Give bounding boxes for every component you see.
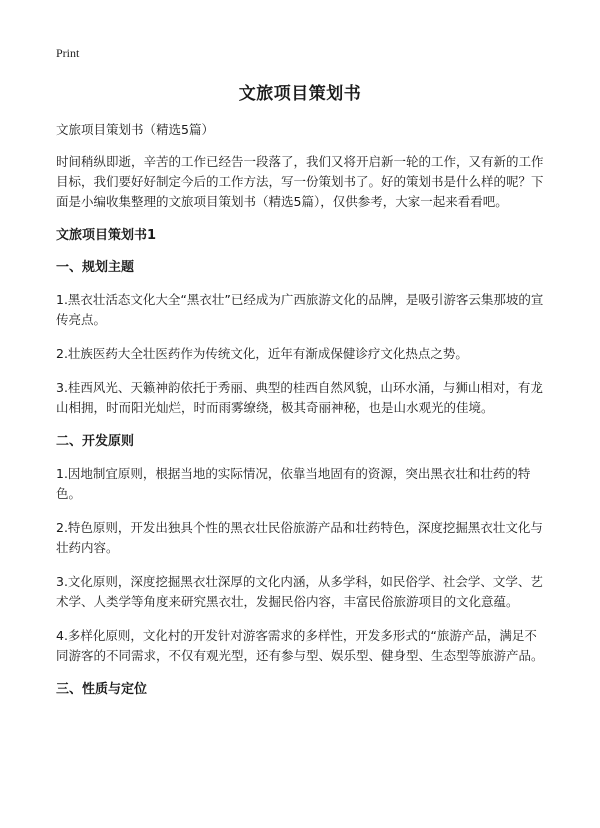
- document-body: [56, 120, 548, 712]
- print-label: Print: [56, 46, 80, 60]
- part1-item-3: 3.桂西风光、天籁神韵依托于秀丽、典型的桂西自然风貌，山环水涌，与狮山相对，有龙山相拥，时而阳光灿烂，时而雨雾缭绕，极其奇丽神秘，也是山水观光的佳境。: [56, 380, 543, 415]
- part2-item-3: 3.文化原则，深度挖掘黑衣壮深厚的文化内涵，从多学科，如民俗学、社会学、文学、艺术学、人类学等角度来研究黑衣壮，发掘民俗内容，丰富民俗旅游项目的文化意蕴。: [56, 574, 543, 609]
- part2-item-1: 1.因地制宜原则，根据当地的实际情况，依靠当地固有的资源，突出黑衣壮和壮药的特色。: [56, 466, 531, 501]
- part3-heading: 三、性质与定位: [56, 682, 148, 697]
- part1-heading: 一、规划主题: [56, 260, 135, 275]
- part1-item-2: 2.壮族医药大全壮医药作为传统文化，近年有渐成保健诊疗文化热点之势。: [56, 346, 468, 361]
- document-subtitle: 文旅项目策划书（精选5篇）: [56, 122, 214, 137]
- part2-heading: 二、开发原则: [56, 434, 135, 449]
- document-title: 文旅项目策划书: [238, 84, 362, 104]
- part2-item-2: 2.特色原则，开发出独具个性的黑衣壮民俗旅游产品和壮药特色，深度挖掘黑衣壮文化与壮药内容。: [56, 520, 543, 555]
- section-heading: 文旅项目策划书1: [56, 228, 157, 243]
- intro-paragraph: 时间稍纵即逝，辛苦的工作已经告一段落了，我们又将开启新一轮的工作，又有新的工作目标，我们要好好制定今后的工作方法，写一份策划书了。好的策划书是什么样的呢？下面是小编收集整理的文旅项目策划书（精选5篇），仅供参考，大家一起来看看吧。: [56, 154, 544, 209]
- part2-item-4: 4.多样化原则，文化村的开发针对游客需求的多样性，开发多形式的“旅游产品，满足不同游客的不同需求，不仅有观光型，还有参与型、娱乐型、健身型、生态型等旅游产品。: [56, 628, 544, 663]
- part1-item-1: 1.黑衣壮活态文化大全“黑衣壮”已经成为广西旅游文化的品牌，是吸引游客云集那坡的宣传亮点。: [56, 292, 544, 327]
